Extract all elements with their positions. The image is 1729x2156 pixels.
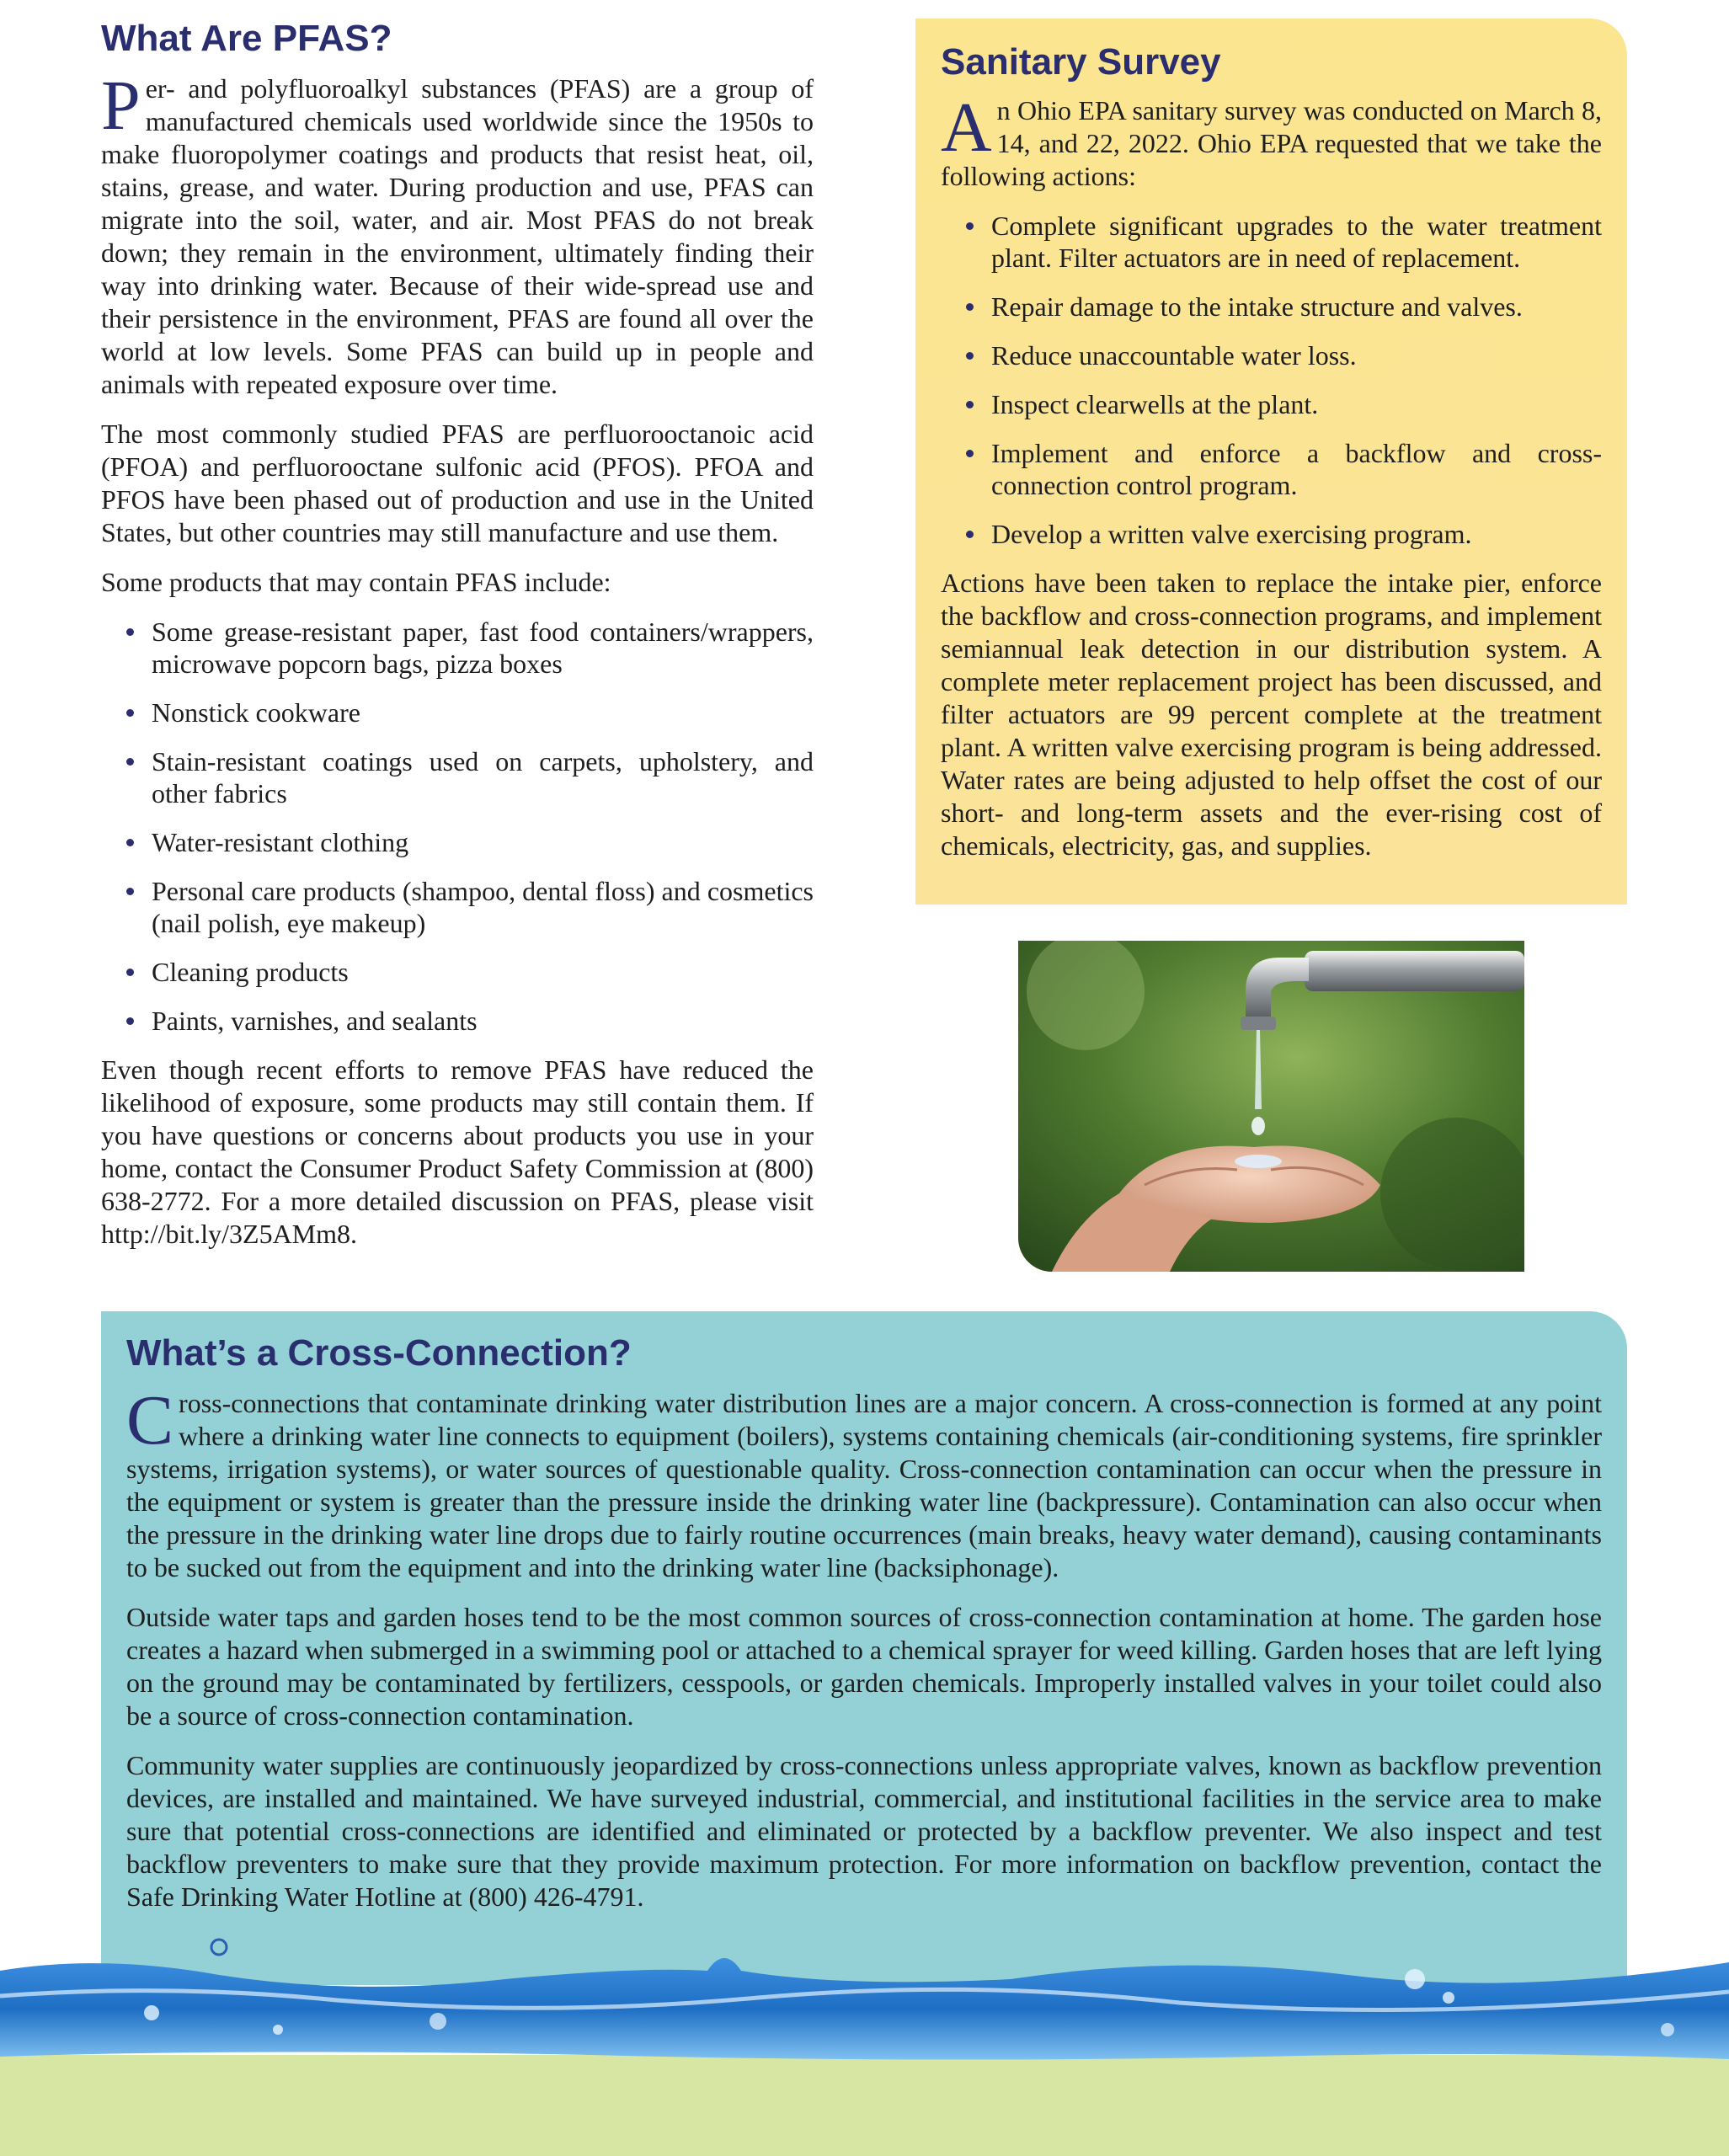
cross-paragraph-2: Outside water taps and garden hoses tend to be the most common sources of cross-connection contamination at home. The garden hose creates a hazard when submerged in a swimming pool or attached to a chemical sprayer for weed killing. Garden hoses that are left lying on the ground may be contaminated by fertilizers, cesspools, or garden chemicals. Improperly installed valves in your toilet could also be a source of cross-connection contamination.: [126, 1602, 1602, 1731]
pfas-title: What Are PFAS?: [101, 18, 392, 59]
pfas-closing: Even though recent efforts to remove PFAS have reduced the likelihood of exposure, some products may still contain them. If you have questions or concerns about products you use in your home, contact the Consumer Product Safety Commission at (800) 638-2772. For a more detailed discussion on PFAS, please visit http://bit.ly/3Z5AMm8.: [101, 1054, 814, 1249]
survey-intro: [941, 88, 1602, 193]
list-item: Develop a written valve exercising program.: [941, 518, 1602, 550]
pfas-list-intro: Some products that may contain PFAS include:: [101, 567, 611, 597]
pfas-product-list: [101, 616, 814, 1037]
survey-title: Sanitary Survey: [941, 41, 1221, 83]
survey-dropcap: A: [941, 88, 992, 167]
faucet-hands-photo: [1018, 941, 1524, 1272]
list-item: Nonstick cookware: [101, 696, 814, 728]
list-item: Reduce unaccountable water loss.: [941, 339, 1602, 371]
list-item: Personal care products (shampoo, dental floss) and cosmetics (nail polish, eye makeup): [101, 875, 814, 939]
sanitary-survey-box: [915, 19, 1627, 905]
survey-intro-text: n Ohio EPA sanitary survey was conducted on March 8, 14, and 22, 2022. Ohio EPA requested that we take the following actions:: [941, 95, 1602, 191]
pfas-intro: [101, 67, 814, 401]
cross-title: What’s a Cross-Connection?: [126, 1332, 632, 1374]
pfas-section: [101, 15, 814, 1267]
pfas-intro-text: er- and polyfluoroalkyl substances (PFAS) are a group of manufactured chemicals used worldwide since the 1950s to make fluoropolymer coatings and products that resist heat, oil, stains, grease, and water. During production and use, PFAS can migrate into the soil, water, and air. Most PFAS do not break down; they remain in the environment, ultimately finding their way into drinking water. Because of their wide-spread use and their persistence in the environment, PFAS are found all over the world at low levels. Some PFAS can build up in people and animals with repeated exposure over time.: [101, 73, 814, 399]
list-item: Repair damage to the intake structure and valves.: [941, 291, 1602, 323]
cross-dropcap: C: [126, 1381, 174, 1460]
list-item: Stain-resistant coatings used on carpets, upholstery, and other fabrics: [101, 745, 814, 809]
list-item: Some grease-resistant paper, fast food containers/wrappers, microwave popcorn bags, pizza boxes: [101, 616, 814, 680]
list-item: Cleaning products: [101, 956, 814, 988]
pfas-dropcap: P: [101, 67, 141, 145]
cross-intro-text: ross-connections that contaminate drinking water distribution lines are a major concern. A cross-connection is formed at any point where a drinking water line connects to equipment (boilers), systems containing chemicals (air-conditioning systems, fire sprinkler systems, irrigation systems), or water sources of questionable quality. Cross-connection contamination can occur when the pressure in the equipment or system is greater than the pressure inside the drinking water line (backpressure). Contamination can also occur when the pressure in the drinking water line drops due to fairly routine occurrences (main breaks, heavy water demand), causing contaminants to be sucked out from the equipment and into the drinking water line (backsiphonage).: [126, 1388, 1602, 1582]
list-item: Inspect clearwells at the plant.: [941, 388, 1602, 420]
list-item: Water-resistant clothing: [101, 826, 814, 858]
list-item: Paints, varnishes, and sealants: [101, 1005, 814, 1037]
survey-closing: Actions have been taken to replace the intake pier, enforce the backflow and cross-connection programs, and implement semiannual leak detection in our distribution system. A complete meter replacement project has been discussed, and filter actuators are 99 percent complete at the treatment plant. A written valve exercising program is being addressed. Water rates are being adjusted to help offset the cost of our short- and long-term assets and the ever-rising cost of chemicals, electricity, gas, and supplies.: [941, 568, 1602, 861]
cross-paragraph-3: Community water supplies are continuously jeopardized by cross-connections unless appropriate valves, known as backflow prevention devices, are installed and maintained. We have surveyed industrial, commercial, and institutional facilities in the service area to make sure that potential cross-connections are identified and eliminated or protected by a backflow preventer. We also inspect and test backflow preventers to make sure that they provide maximum protection. For more information on backflow prevention, contact the Safe Drinking Water Hotline at (800) 426-4791.: [126, 1750, 1602, 1912]
cross-intro: [126, 1381, 1602, 1584]
list-item: Complete significant upgrades to the water treatment plant. Filter actuators are in need of replacement.: [941, 210, 1602, 274]
pfas-paragraph-2: The most commonly studied PFAS are perfluorooctanoic acid (PFOA) and perfluorooctane sulfonic acid (PFOS). PFOA and PFOS have been phased out of production and use in the United States, but other countries may still manufacture and use them.: [101, 419, 814, 547]
water-wave-decoration: [0, 1937, 1729, 2072]
list-item: Implement and enforce a backflow and cross-connection control program.: [941, 437, 1602, 501]
survey-action-list: [941, 210, 1602, 550]
cross-connection-box: [101, 1311, 1627, 1985]
